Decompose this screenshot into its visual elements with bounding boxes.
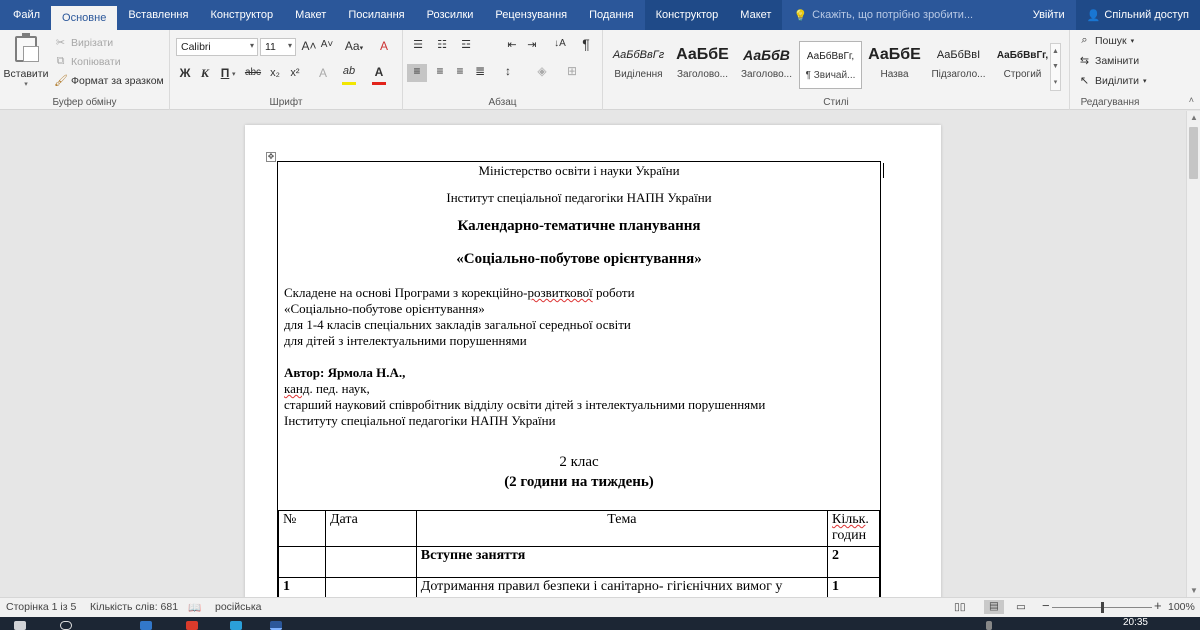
language-indicator[interactable]: російська <box>215 601 262 613</box>
tab-mailings[interactable]: Розсилки <box>426 9 474 21</box>
tab-table-design[interactable]: Конструктор <box>645 0 730 30</box>
font-size-value: 11 <box>265 41 276 53</box>
justify-button[interactable] <box>471 64 489 78</box>
scroll-up-icon[interactable]: ▲ <box>1190 113 1198 122</box>
search-icon: ⌕ <box>1081 34 1088 46</box>
sign-in-link[interactable]: Увійти <box>1032 9 1065 21</box>
basis-line-4: для дітей з інтелектуальними порушеннями <box>284 333 527 348</box>
share-label: Спільний доступ <box>1104 9 1189 21</box>
row-hours: 2 <box>828 547 880 578</box>
hours-line: (2 години на тиждень) <box>504 474 654 490</box>
more-icon: ▾ <box>1053 79 1058 86</box>
styles-group-label: Стилі <box>823 97 849 108</box>
tray-icon[interactable] <box>986 621 992 630</box>
format-painter-button[interactable] <box>54 74 164 87</box>
scroll-down-icon[interactable]: ▼ <box>1190 586 1198 595</box>
text-effects-button[interactable] <box>314 66 332 80</box>
share-button[interactable] <box>1076 0 1200 30</box>
font-color-icon: A <box>374 65 384 79</box>
cut-button[interactable] <box>54 36 113 49</box>
paragraph-group <box>403 30 603 110</box>
chevron-up-icon: ▲ <box>1052 48 1059 55</box>
position-line: старший науковий співробітник відділу освіти дітей з інтелектуальними порушеннями <box>284 397 766 412</box>
chevron-down-icon: ▾ <box>287 41 292 50</box>
row-hours: 1 <box>828 578 880 598</box>
copy-icon: ⧉ <box>56 55 65 67</box>
font-color-button[interactable] <box>370 65 388 79</box>
style-emphasis[interactable] <box>607 41 670 89</box>
header-date: Дата <box>325 511 416 547</box>
style-name: Строгий <box>1003 69 1042 80</box>
spelling-squiggle[interactable]: розвиткової <box>527 285 593 300</box>
style-title[interactable] <box>863 41 926 89</box>
zoom-level[interactable]: 100% <box>1168 601 1195 613</box>
align-center-button[interactable] <box>431 64 449 78</box>
chevron-down-icon: ▾ <box>1130 37 1135 45</box>
header-hours-line2: годин <box>832 528 867 543</box>
lightbulb-icon: 💡 <box>793 9 808 22</box>
table-row <box>279 578 880 598</box>
clipboard-icon <box>15 36 37 62</box>
header-hours <box>828 511 880 547</box>
ribbon <box>0 30 1200 110</box>
style-name: Підзаголо... <box>931 69 986 80</box>
change-case-label: Aa <box>344 39 360 53</box>
grade-line: 2 клас <box>559 454 599 470</box>
superscript-button[interactable]: x² <box>290 67 300 79</box>
read-mode-icon[interactable]: ▯▯ <box>954 601 966 613</box>
shrink-font-button[interactable]: A˅ <box>320 39 334 50</box>
tab-references[interactable]: Посилання <box>348 9 405 21</box>
font-name-combo[interactable] <box>176 38 258 56</box>
chevron-down-icon: ▾ <box>232 71 236 78</box>
grow-font-button[interactable]: A˄ <box>301 39 317 53</box>
style-normal[interactable] <box>799 41 862 89</box>
row-date <box>325 578 416 598</box>
row-num <box>279 547 326 578</box>
windows-start-icon[interactable] <box>14 621 26 630</box>
paragraph-group-label: Абзац <box>488 97 517 108</box>
underline-button[interactable]: П <box>220 66 230 80</box>
borders-icon: ⊞ <box>566 64 578 78</box>
document-page[interactable] <box>245 125 941 597</box>
zoom-in-button[interactable]: + <box>1154 598 1162 613</box>
copy-label: Копіювати <box>71 55 121 68</box>
spelling-squiggle[interactable]: Кільк <box>832 512 866 527</box>
style-preview: АаБбВвГг <box>612 49 665 61</box>
print-layout-icon[interactable]: ▤ <box>984 600 1004 614</box>
italic-button[interactable]: К <box>200 66 210 80</box>
font-name-value: Calibri <box>181 41 211 53</box>
doc-title: Календарно-тематичне планування <box>457 218 701 234</box>
style-preview: АаБбЕ <box>868 46 921 63</box>
proofing-icon[interactable]: 📖 <box>188 602 202 614</box>
vertical-scrollbar[interactable] <box>1186 111 1200 597</box>
paste-label: Вставити <box>3 68 49 80</box>
strikethrough-button[interactable]: abc <box>244 67 262 78</box>
basis-line-1-pre: Складене на основі Програми з корекційно- <box>284 285 528 300</box>
style-name: Виділення <box>614 69 663 80</box>
select-button[interactable] <box>1078 74 1147 87</box>
find-button[interactable] <box>1078 34 1134 47</box>
chevron-down-icon: ▾ <box>249 41 254 50</box>
clock[interactable]: 20:35 <box>1122 617 1148 628</box>
font-group-label: Шрифт <box>269 97 303 108</box>
numbered-list-icon: ☷ <box>437 39 447 51</box>
highlight-button[interactable] <box>340 65 358 77</box>
font-color-swatch <box>372 82 386 85</box>
title-table[interactable] <box>277 161 881 597</box>
tab-table-layout[interactable]: Макет <box>729 0 782 30</box>
basis-line-3: для 1-4 класів спеціальних закладів загальної середньої освіти <box>284 317 631 332</box>
bullet-list-icon: ☰ <box>413 39 423 51</box>
table-header-row <box>279 511 880 547</box>
paintbrush-icon: 🖌 <box>54 75 68 87</box>
degree-line <box>284 381 370 397</box>
search-icon[interactable] <box>60 621 72 630</box>
sort-icon: ↓A <box>554 38 566 49</box>
style-preview: АаБбВвГг, <box>996 49 1049 61</box>
align-left-button[interactable] <box>407 64 427 82</box>
replace-label: Замінити <box>1095 54 1140 67</box>
position-institute-line: Інституту спеціальної педагогіки НАПН України <box>284 413 556 428</box>
bold-button[interactable]: Ж <box>179 66 191 80</box>
windows-taskbar <box>0 617 1200 630</box>
clipboard-group-label: Буфер обміну <box>52 97 117 108</box>
basis-line-2: «Соціально-побутове орієнтування» <box>284 301 485 316</box>
select-label: Виділити <box>1095 74 1139 87</box>
align-left-icon: ≡ <box>413 64 421 78</box>
sort-button[interactable] <box>551 38 569 49</box>
highlight-color-swatch <box>342 82 356 85</box>
find-label: Пошук <box>1095 34 1127 47</box>
author-line: Автор: Ярмола Н.А., <box>284 365 406 380</box>
document-area <box>0 111 1186 597</box>
style-preview: АаБбВвГг, <box>806 50 855 62</box>
web-layout-icon[interactable]: ▭ <box>1016 601 1026 613</box>
format-painter-label: Формат за зразком <box>71 74 164 87</box>
status-bar <box>0 597 1200 617</box>
style-name: Заголово... <box>741 69 792 80</box>
multilevel-list-button[interactable] <box>457 38 475 51</box>
font-size-combo[interactable] <box>260 38 296 56</box>
clipboard-group <box>0 30 170 110</box>
header-hours-dot: . <box>865 512 869 527</box>
style-name: ¶ Звичай... <box>805 70 856 81</box>
numbering-button[interactable] <box>433 38 451 51</box>
line-spacing-button[interactable] <box>499 64 517 78</box>
zoom-out-button[interactable]: − <box>1042 598 1050 613</box>
page-count[interactable]: Сторінка 1 із 5 <box>6 601 77 613</box>
line-spacing-icon: ↕ <box>505 64 511 78</box>
ribbon-tab-bar <box>0 0 1200 30</box>
tabbar-spacer <box>984 0 1022 30</box>
doc-subtitle: «Соціально-побутове орієнтування» <box>456 251 702 267</box>
edge-icon[interactable] <box>140 621 152 630</box>
paste-button[interactable] <box>4 34 48 90</box>
decrease-indent-button[interactable] <box>503 38 521 51</box>
align-right-button[interactable] <box>451 64 469 78</box>
justify-icon: ≣ <box>474 64 486 78</box>
degree-rest: . пед. наук, <box>309 381 370 396</box>
tell-me-text: Скажіть, що потрібно зробити... <box>812 9 974 21</box>
chevron-down-icon: ▾ <box>24 81 28 88</box>
plan-table[interactable] <box>278 510 880 597</box>
table-move-handle-icon[interactable]: ✥ <box>267 152 275 161</box>
font-group <box>170 30 403 110</box>
tab-home[interactable]: Основне <box>51 6 117 30</box>
person-icon: 👤 <box>1086 9 1101 22</box>
shading-button[interactable] <box>533 64 551 78</box>
style-strong[interactable] <box>991 41 1054 89</box>
tab-file[interactable]: Файл <box>13 9 41 21</box>
chevron-down-icon: ▾ <box>1143 77 1147 85</box>
text-effects-icon: A <box>318 66 327 80</box>
replace-button[interactable] <box>1078 54 1139 67</box>
show-formatting-button[interactable] <box>577 36 595 52</box>
clear-formatting-button[interactable] <box>375 39 393 53</box>
text-cursor <box>883 163 884 178</box>
row-date <box>325 547 416 578</box>
highlighter-icon: ab <box>342 65 356 77</box>
zoom-slider-thumb[interactable] <box>1101 602 1104 613</box>
styles-scroll[interactable] <box>1050 43 1061 91</box>
align-right-icon: ≡ <box>456 64 464 78</box>
tab-design[interactable]: Конструктор <box>210 9 274 21</box>
chevron-down-icon: ▾ <box>359 45 364 52</box>
change-case-button[interactable] <box>342 39 366 53</box>
clear-formatting-icon: A <box>379 39 388 53</box>
pilcrow-icon: ¶ <box>582 36 590 52</box>
cut-label: Вирізати <box>71 36 114 49</box>
browser-icon[interactable] <box>230 621 242 630</box>
word-icon[interactable] <box>270 621 282 630</box>
bullets-button[interactable] <box>409 38 427 51</box>
tab-review[interactable]: Рецензування <box>495 9 568 21</box>
tab-insert[interactable]: Вставлення <box>128 9 189 21</box>
spelling-squiggle[interactable]: канд <box>284 381 310 396</box>
basis-line-1-post: роботи <box>592 285 635 300</box>
align-center-icon: ≡ <box>436 64 444 78</box>
copy-button[interactable] <box>54 55 121 68</box>
row-topic: Дотримання правил безпеки і санітарно- гігієнічних вимог у <box>416 578 827 598</box>
replace-icon: ⇆ <box>1079 55 1090 67</box>
header-num: № <box>279 511 326 547</box>
borders-button[interactable] <box>563 64 581 78</box>
tell-me-box[interactable] <box>782 0 984 30</box>
style-name: Заголово... <box>677 69 728 80</box>
collapse-ribbon-icon[interactable]: ˄ <box>1188 95 1194 105</box>
chevron-down-icon: ▼ <box>1052 63 1059 70</box>
header-topic: Тема <box>416 511 827 547</box>
row-num: 1 <box>279 578 326 598</box>
paint-bucket-icon: ◈ <box>537 64 547 78</box>
scissors-icon: ✂ <box>55 37 66 49</box>
word-count[interactable]: Кількість слів: 681 <box>90 601 179 613</box>
increase-indent-button[interactable] <box>523 38 541 51</box>
style-preview: АаБбВ <box>743 47 790 63</box>
tab-view[interactable]: Подання <box>589 9 634 21</box>
editing-group <box>1070 30 1150 110</box>
style-subtitle[interactable] <box>927 41 990 89</box>
institute-line: Інститут спеціальної педагогіки НАПН України <box>446 190 712 205</box>
style-preview: АаБбЕ <box>676 46 729 63</box>
style-heading2[interactable] <box>735 41 798 89</box>
ministry-line: Міністерство освіти і науки України <box>478 163 680 178</box>
style-name: Назва <box>880 69 909 80</box>
editing-group-label: Редагування <box>1080 97 1140 108</box>
style-heading1[interactable] <box>671 41 734 89</box>
basis-line-1 <box>284 285 635 301</box>
subscript-button[interactable]: x₂ <box>270 67 280 79</box>
table-row <box>279 547 880 578</box>
scroll-thumb[interactable] <box>1189 127 1198 179</box>
multilevel-list-icon: ☲ <box>461 39 471 51</box>
opera-icon[interactable] <box>186 621 198 630</box>
style-preview: АаБбВвІ <box>936 49 981 61</box>
row-topic: Вступне заняття <box>416 547 827 578</box>
tab-layout[interactable]: Макет <box>295 9 327 21</box>
styles-gallery <box>605 35 1067 110</box>
increase-indent-icon: ⇥ <box>527 39 537 51</box>
decrease-indent-icon: ⇤ <box>507 39 517 51</box>
select-arrow-icon: ↖ <box>1079 75 1090 87</box>
